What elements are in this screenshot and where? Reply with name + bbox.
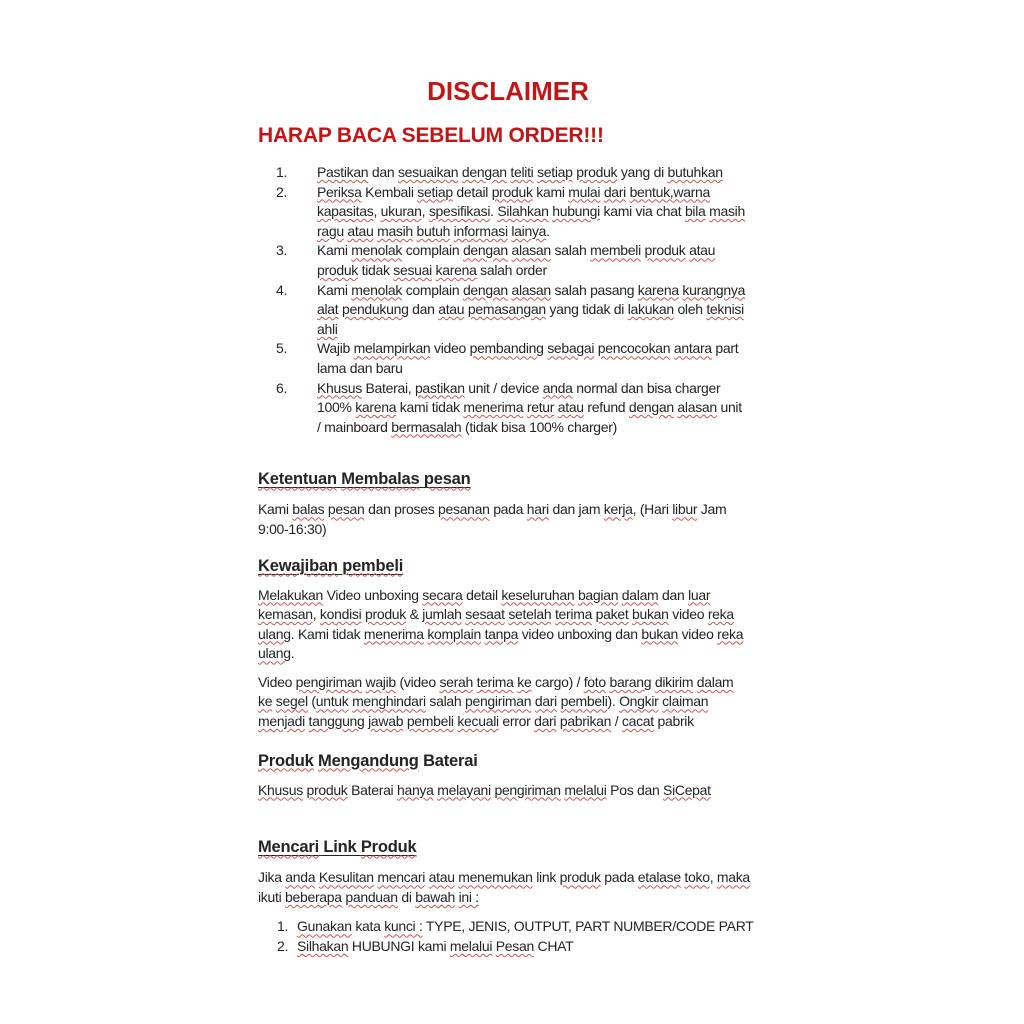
- spellcheck-flagged-word: panduan: [345, 888, 398, 905]
- text-run: yang tidak di: [545, 301, 628, 318]
- spellcheck-flagged-word: masih: [709, 203, 745, 220]
- spellcheck-flagged-word: ragu: [317, 222, 344, 239]
- spellcheck-flagged-word: Khusus: [317, 379, 362, 396]
- text-run: &: [406, 606, 423, 623]
- spellcheck-flagged-word: sesuaikan: [397, 164, 459, 180]
- spellcheck-flagged-word: secara: [422, 586, 463, 603]
- spellcheck-flagged-word: Kesulitan: [318, 869, 374, 886]
- spellcheck-flagged-word: bukan: [632, 606, 669, 623]
- spellcheck-flagged-word: dengan: [461, 164, 507, 180]
- text-run: kami tidak: [396, 399, 464, 416]
- spellcheck-flagged-word: membeli: [590, 242, 641, 259]
- spellcheck-flagged-word: Mencari: [258, 838, 319, 857]
- spellcheck-flagged-word: produk: [644, 242, 686, 259]
- spellcheck-flagged-word: kemasan: [258, 606, 313, 623]
- section-heading-ketentuan-membalas-pesan: [258, 469, 758, 489]
- text-run: dan: [408, 301, 439, 318]
- spellcheck-flagged-word: kecuali: [457, 713, 499, 730]
- spellcheck-flagged-word: dengan: [462, 281, 508, 298]
- spellcheck-flagged-word: menjadi: [258, 713, 305, 730]
- link-guide-item-2: [258, 937, 758, 957]
- section-heading-mencari-link-produk: [258, 837, 758, 857]
- spellcheck-flagged-word: melayani: [437, 781, 491, 798]
- spellcheck-flagged-word: lainya: [511, 222, 547, 239]
- text-run: part: [711, 340, 739, 357]
- spellcheck-flagged-word: atau: [557, 399, 584, 416]
- spellcheck-flagged-word: Produk: [360, 838, 417, 857]
- spellcheck-flagged-word: ulang: [258, 645, 291, 662]
- spellcheck-flagged-word: kerja: [603, 501, 633, 518]
- spellcheck-flagged-word: kondisi: [319, 606, 362, 623]
- text-run: Kami: [317, 242, 352, 259]
- spellcheck-flagged-word: untuk: [315, 693, 349, 710]
- text-run: ,: [373, 203, 381, 220]
- text-run: Pos dan: [606, 781, 664, 798]
- document-subtitle: HARAP BACA SEBELUM ORDER!!!: [258, 124, 604, 147]
- rule-text: [317, 183, 745, 242]
- text-run: .: [546, 222, 550, 239]
- spellcheck-flagged-word: dengan: [462, 242, 508, 259]
- spellcheck-flagged-word: beberapa: [285, 888, 342, 905]
- spellcheck-flagged-word: libur: [672, 501, 698, 518]
- spellcheck-flagged-word: kapasitas: [317, 203, 374, 220]
- text-run: Kami: [317, 281, 352, 298]
- text-run: video: [430, 340, 470, 357]
- rule-text: [317, 339, 738, 378]
- spellcheck-flagged-word: Ketentuan: [258, 470, 337, 489]
- spellcheck-flagged-word: informasi: [453, 222, 508, 239]
- spellcheck-flagged-word: luar: [688, 586, 711, 603]
- spellcheck-flagged-word: sesaat: [465, 606, 505, 623]
- spellcheck-flagged-word: produk: [306, 781, 348, 798]
- text-run: yang di: [617, 164, 668, 180]
- spellcheck-flagged-word: bagian: [577, 586, 619, 603]
- rule-number: 3.: [276, 242, 288, 259]
- spellcheck-flagged-word: Silahkan: [497, 203, 549, 220]
- rule-text: [317, 281, 745, 340]
- text-run: 9:00-16:30): [258, 520, 327, 537]
- text-run: salah: [550, 242, 591, 259]
- spellcheck-flagged-word: SiCepat: [663, 781, 711, 798]
- spellcheck-flagged-word: pastikan: [414, 379, 465, 396]
- text-run: ,: [312, 606, 320, 623]
- spellcheck-flagged-word: Membalas: [341, 470, 420, 489]
- link-guide-number: 1.: [277, 918, 289, 935]
- text-run: video: [668, 606, 708, 623]
- spellcheck-flagged-word: karena: [637, 281, 679, 298]
- text-run: pabrik: [653, 713, 694, 730]
- spellcheck-flagged-word: lakukan: [627, 301, 674, 318]
- text-run: dan: [658, 586, 689, 603]
- spellcheck-flagged-word: hubungi: [552, 203, 600, 220]
- text-run: kami: [532, 183, 569, 200]
- rule-text: [317, 163, 723, 183]
- text-run: /: [611, 713, 622, 730]
- spellcheck-flagged-word: alasan: [677, 399, 717, 416]
- text-run: dan: [368, 164, 398, 180]
- text-run: / mainboard: [317, 418, 392, 435]
- text-run: normal dan bisa charger: [572, 379, 721, 396]
- spellcheck-flagged-word: menerima: [463, 399, 524, 416]
- rule-text: [317, 241, 715, 280]
- spellcheck-flagged-word: terima: [554, 606, 593, 623]
- text-run: Link: [318, 838, 361, 857]
- text-run: salah order: [476, 261, 547, 278]
- spellcheck-flagged-word: pesan: [423, 470, 471, 489]
- spellcheck-flagged-word: melalui: [449, 938, 493, 955]
- spellcheck-flagged-word: hanya: [396, 781, 434, 798]
- document-body: [258, 64, 758, 957]
- spellcheck-flagged-word: setiap: [537, 164, 573, 180]
- spellcheck-flagged-word: ahli: [317, 320, 338, 337]
- spellcheck-flagged-word: serah: [439, 673, 473, 690]
- spellcheck-flagged-word: pemasangan: [467, 301, 546, 318]
- spellcheck-flagged-word: segel: [275, 693, 308, 710]
- link-guide-text: [297, 917, 754, 937]
- rule-number: 5.: [276, 340, 288, 357]
- text-run: .: [490, 203, 498, 220]
- spellcheck-flagged-word: teliti: [510, 164, 534, 180]
- rule-item-6: [258, 379, 758, 438]
- spellcheck-flagged-word: karena: [435, 261, 477, 278]
- text-run: salah: [425, 693, 465, 710]
- spellcheck-flagged-word: teknisi: [706, 301, 744, 318]
- spellcheck-flagged-word: bila: [684, 203, 706, 220]
- spellcheck-flagged-word: Produk: [258, 751, 314, 770]
- spellcheck-flagged-word: Pesan: [495, 938, 534, 955]
- spellcheck-flagged-word: ke: [517, 673, 532, 690]
- text-run: ikuti: [258, 888, 285, 905]
- spellcheck-flagged-word: spesifikasi: [428, 203, 491, 220]
- document-title: DISCLAIMER: [427, 76, 589, 106]
- spellcheck-flagged-word: dalam: [696, 673, 734, 690]
- section-heading-kewajiban-pembeli: [258, 556, 758, 576]
- spellcheck-flagged-word: keseluruhan: [501, 586, 575, 603]
- spellcheck-flagged-word: menghindari: [352, 693, 426, 710]
- spellcheck-flagged-word: maka: [716, 869, 750, 886]
- spellcheck-flagged-word: pembanding: [469, 340, 544, 357]
- spellcheck-flagged-word: ukuran: [380, 203, 422, 220]
- text-run: (tidak bisa 100% charger): [461, 418, 618, 435]
- text-run: error: [498, 713, 535, 730]
- text-run: detail: [452, 183, 492, 200]
- rules-list: [258, 163, 758, 437]
- spellcheck-flagged-word: pengiriman: [494, 781, 561, 798]
- text-run: Kembali: [361, 183, 418, 200]
- spellcheck-flagged-word: bermasalah: [391, 418, 462, 435]
- spellcheck-flagged-word: Pastikan: [317, 164, 369, 180]
- spellcheck-flagged-word: tanpa: [484, 625, 519, 642]
- rule-text: [317, 379, 742, 438]
- text-run: pada: [600, 869, 638, 886]
- spellcheck-flagged-word: dari: [534, 693, 557, 710]
- text-run: TYPE, JENIS, OUTPUT, PART NUMBER/CODE PART: [422, 918, 754, 935]
- spellcheck-flagged-word: setelah: [508, 606, 552, 623]
- mencari-paragraph: [258, 868, 758, 907]
- spellcheck-flagged-word: komplain: [427, 625, 481, 642]
- spellcheck-flagged-word: etalase: [637, 869, 681, 886]
- spellcheck-flagged-word: claiman: [662, 693, 709, 710]
- text-run: Baterai: [418, 751, 478, 770]
- spellcheck-flagged-word: jumlah: [422, 606, 462, 623]
- spellcheck-flagged-word: bukan: [641, 625, 678, 642]
- spellcheck-flagged-word: mencari: [377, 869, 426, 886]
- spellcheck-flagged-word: melalui: [564, 781, 607, 798]
- text-run: refund: [583, 399, 629, 416]
- spellcheck-flagged-word: mulai: [568, 183, 601, 200]
- text-run: 100%: [317, 399, 356, 416]
- spellcheck-flagged-word: sebagai: [547, 340, 595, 357]
- spellcheck-flagged-word: produk: [559, 869, 601, 886]
- text-run: link: [532, 869, 560, 886]
- spellcheck-flagged-word: Mengandung: [318, 751, 419, 770]
- text-run: cargo) /: [531, 673, 584, 690]
- ketentuan-paragraph: [258, 500, 758, 539]
- text-run: complain: [402, 281, 463, 298]
- rule-number: 2.: [276, 183, 288, 200]
- text-run: HUBUNGI kami: [348, 938, 450, 955]
- spellcheck-flagged-word: karena: [355, 399, 397, 416]
- spellcheck-flagged-word: reka: [717, 625, 744, 642]
- text-run: Kami: [258, 501, 293, 518]
- spellcheck-flagged-word: dalam: [621, 586, 659, 603]
- text-run: video unboxing dan: [518, 625, 642, 642]
- spellcheck-flagged-word: cacat: [621, 713, 654, 730]
- spellcheck-flagged-word: ulang: [258, 625, 291, 642]
- text-run: Wajib: [317, 340, 354, 357]
- text-run: complain: [402, 242, 463, 259]
- baterai-paragraph: [258, 781, 758, 801]
- rule-number: 1.: [276, 164, 288, 180]
- spellcheck-flagged-word: produk: [576, 164, 618, 180]
- spellcheck-flagged-word: pembeli: [406, 713, 454, 730]
- text-run: , (Hari: [632, 501, 673, 518]
- spellcheck-flagged-word: dikirim: [654, 673, 694, 690]
- spellcheck-flagged-word: ini :: [458, 888, 479, 905]
- text-run: dan proses: [364, 501, 438, 518]
- text-run: Baterai: [347, 781, 397, 798]
- spellcheck-flagged-word: pencocokan: [597, 340, 671, 357]
- spellcheck-flagged-word: menolak: [351, 242, 403, 259]
- text-run: Baterai,: [361, 379, 415, 396]
- kewajiban-paragraph-unboxing: [258, 586, 758, 664]
- spellcheck-flagged-word: Periksa: [317, 183, 362, 200]
- spellcheck-flagged-word: alat: [317, 301, 339, 318]
- spellcheck-flagged-word: produk: [317, 261, 359, 278]
- spellcheck-flagged-word: butuh: [416, 222, 451, 239]
- kewajiban-paragraph-pengiriman: [258, 673, 758, 732]
- text-run: CHAT: [533, 938, 574, 955]
- spellcheck-flagged-word: pabrikan: [559, 713, 612, 730]
- rule-number: 6.: [276, 379, 288, 396]
- text-run: ).: [607, 693, 620, 710]
- spellcheck-flagged-word: menolak: [351, 281, 403, 298]
- text-run: . Kami tidak: [290, 625, 364, 642]
- link-guide-item-1: [258, 917, 758, 937]
- spellcheck-flagged-word: paket: [595, 606, 629, 623]
- text-run: di: [397, 888, 416, 905]
- text-run: tidak: [358, 261, 394, 278]
- spellcheck-flagged-word: produk: [364, 606, 406, 623]
- spellcheck-flagged-word: melampirkan: [353, 340, 431, 357]
- link-guide-list: [258, 917, 758, 956]
- spellcheck-flagged-word: Gunakan: [297, 918, 352, 935]
- text-run: lama dan baru: [317, 359, 403, 376]
- text-run: video: [678, 625, 718, 642]
- spellcheck-flagged-word: Melakukan: [258, 586, 324, 603]
- spellcheck-flagged-word: hari: [526, 501, 549, 518]
- spellcheck-flagged-word: toko: [684, 869, 710, 886]
- spellcheck-flagged-word: reka: [707, 606, 734, 623]
- spellcheck-flagged-word: ke: [258, 693, 273, 710]
- spellcheck-flagged-word: bentuk,warna: [629, 183, 711, 200]
- text-run: Video unboxing: [323, 586, 423, 603]
- text-run: Jika: [258, 869, 286, 886]
- spellcheck-flagged-word: alasan: [511, 281, 551, 298]
- spellcheck-flagged-word: Ongkir: [619, 693, 659, 710]
- spellcheck-flagged-word: pengiriman: [464, 693, 532, 710]
- spellcheck-flagged-word: alasan: [511, 242, 551, 259]
- spellcheck-flagged-word: antara: [673, 340, 712, 357]
- rule-item-5: [258, 339, 758, 378]
- rule-number: 4.: [276, 281, 288, 298]
- spellcheck-flagged-word: atau: [689, 242, 716, 259]
- spellcheck-flagged-word: kunci :: [384, 918, 423, 935]
- text-run: dan jam: [548, 501, 604, 518]
- text-run: unit: [716, 399, 742, 416]
- spellcheck-flagged-word: menemukan: [458, 869, 533, 886]
- text-run: unit / device: [464, 379, 543, 396]
- spellcheck-flagged-word: kurangnya: [682, 281, 746, 298]
- spellcheck-flagged-word: pembeli: [560, 693, 608, 710]
- text-run: pada: [489, 501, 527, 518]
- text-run: salah pasang: [550, 281, 638, 298]
- text-run: Jam: [697, 501, 727, 518]
- spellcheck-flagged-word: foto: [583, 673, 606, 690]
- rule-item-2: [258, 183, 758, 242]
- spellcheck-flagged-word: balas: [292, 501, 325, 518]
- text-run: detail: [462, 586, 502, 603]
- text-run: oleh: [673, 301, 707, 318]
- rule-item-3: [258, 241, 758, 280]
- spellcheck-flagged-word: pembeli: [342, 556, 404, 575]
- spellcheck-flagged-word: Silhakan: [297, 938, 349, 955]
- spellcheck-flagged-word: barang: [609, 673, 652, 690]
- spellcheck-flagged-word: dari: [603, 183, 626, 200]
- spellcheck-flagged-word: Kewajiban: [258, 556, 338, 575]
- spellcheck-flagged-word: anda: [542, 379, 573, 396]
- text-run: (: [307, 693, 316, 710]
- text-run: Video: [258, 673, 296, 690]
- text-run: (video: [395, 673, 440, 690]
- link-guide-number: 2.: [277, 938, 289, 955]
- spellcheck-flagged-word: atau: [428, 869, 455, 886]
- spellcheck-flagged-word: bawah: [415, 888, 456, 905]
- spellcheck-flagged-word: anda: [285, 869, 316, 886]
- spellcheck-flagged-word: tanggung: [308, 713, 365, 730]
- spellcheck-flagged-word: atau: [347, 222, 374, 239]
- spellcheck-flagged-word: produk: [491, 183, 533, 200]
- spellcheck-flagged-word: dengan: [628, 399, 674, 416]
- text-run: ,: [421, 203, 429, 220]
- rule-item-4: [258, 281, 758, 340]
- spellcheck-flagged-word: sesuai: [393, 261, 432, 278]
- spellcheck-flagged-word: terima: [476, 673, 514, 690]
- spellcheck-flagged-word: jawab: [368, 713, 404, 730]
- text-run: ,: [709, 869, 717, 886]
- rule-item-1: [258, 163, 758, 183]
- spellcheck-flagged-word: pesanan: [437, 501, 490, 518]
- text-run: kata: [351, 918, 385, 935]
- spellcheck-flagged-word: butuhkan: [667, 164, 723, 180]
- spellcheck-flagged-word: Khusus: [258, 781, 303, 798]
- spellcheck-flagged-word: dari: [534, 713, 557, 730]
- spellcheck-flagged-word: pengiriman: [295, 673, 362, 690]
- spellcheck-flagged-word: pendukung: [341, 301, 409, 318]
- spellcheck-flagged-word: wajib: [365, 673, 396, 690]
- link-guide-text: [297, 937, 573, 957]
- spellcheck-flagged-word: setiap: [417, 183, 453, 200]
- spellcheck-flagged-word: retur: [526, 399, 555, 416]
- spellcheck-flagged-word: menerima: [363, 625, 424, 642]
- spellcheck-flagged-word: pesan: [327, 501, 365, 518]
- spellcheck-flagged-word: masih: [377, 222, 413, 239]
- text-run: kami via chat: [599, 203, 685, 220]
- text-run: .: [290, 645, 295, 662]
- spellcheck-flagged-word: atau: [438, 301, 465, 318]
- section-heading-produk-mengandung-baterai: [258, 751, 758, 771]
